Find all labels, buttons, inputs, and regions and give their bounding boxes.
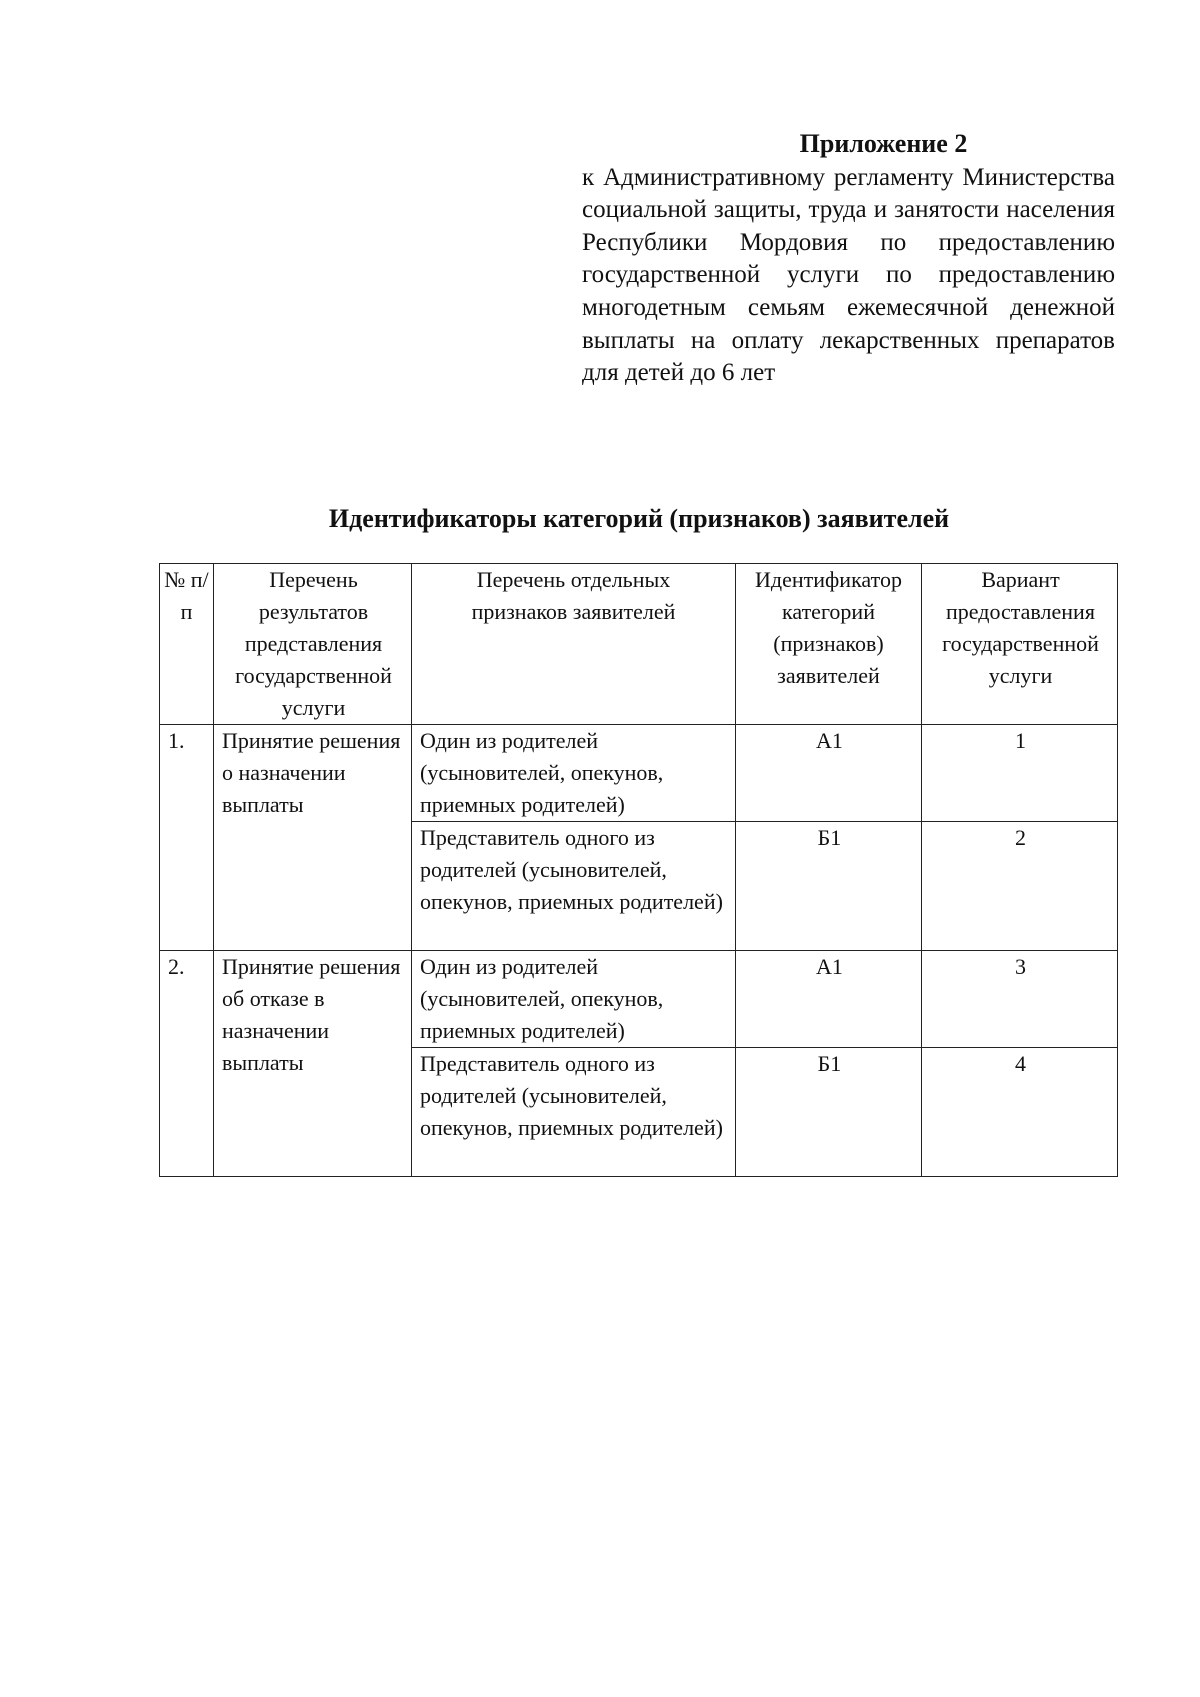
row-result: Принятие решения об отказе в назначении выплаты	[214, 951, 412, 1177]
row-identifier: Б1	[736, 1048, 922, 1177]
row-result: Принятие решения о назначении выплаты	[214, 725, 412, 951]
row-identifier: А1	[736, 951, 922, 1048]
table-row	[160, 951, 1118, 1048]
row-feature: Представитель одного из родителей (усыновителей, опекунов, приемных родителей)	[412, 822, 736, 951]
document-title: Идентификаторы категорий (признаков) заявителей	[328, 504, 950, 533]
row-num: 1.	[160, 725, 214, 951]
appendix-block	[582, 128, 1115, 390]
header-variant: Вариант предоставления государственной услуги	[922, 564, 1118, 725]
row-variant: 4	[922, 1048, 1118, 1177]
appendix-title: Приложение 2	[799, 129, 968, 158]
header-results: Перечень результатов представления государственной услуги	[214, 564, 412, 725]
header-identifier: Идентификатор категорий (признаков) заявителей	[736, 564, 922, 725]
identifiers-table	[159, 563, 1118, 1177]
appendix-text: к Административному регламенту Министерства социальной защиты, труда и занятости населения Республики Мордовия по предоставлению государственной услуги по предоставлению многодетным семьям ежемесячной денежной выплаты на оплату лекарственных препаратов для детей до 6 лет	[582, 163, 1115, 387]
header-num: № п/п	[160, 564, 214, 725]
row-identifier: Б1	[736, 822, 922, 951]
row-variant: 1	[922, 725, 1118, 822]
row-feature: Представитель одного из родителей (усыновителей, опекунов, приемных родителей)	[412, 1048, 736, 1177]
header-features: Перечень отдельных признаков заявителей	[412, 564, 736, 725]
row-identifier: А1	[736, 725, 922, 822]
table-row	[160, 725, 1118, 822]
row-num: 2.	[160, 951, 214, 1177]
row-feature: Один из родителей (усыновителей, опекунов, приемных родителей)	[412, 951, 736, 1048]
row-variant: 3	[922, 951, 1118, 1048]
row-variant: 2	[922, 822, 1118, 951]
row-feature: Один из родителей (усыновителей, опекунов, приемных родителей)	[412, 725, 736, 822]
table-header-row	[160, 564, 1118, 725]
